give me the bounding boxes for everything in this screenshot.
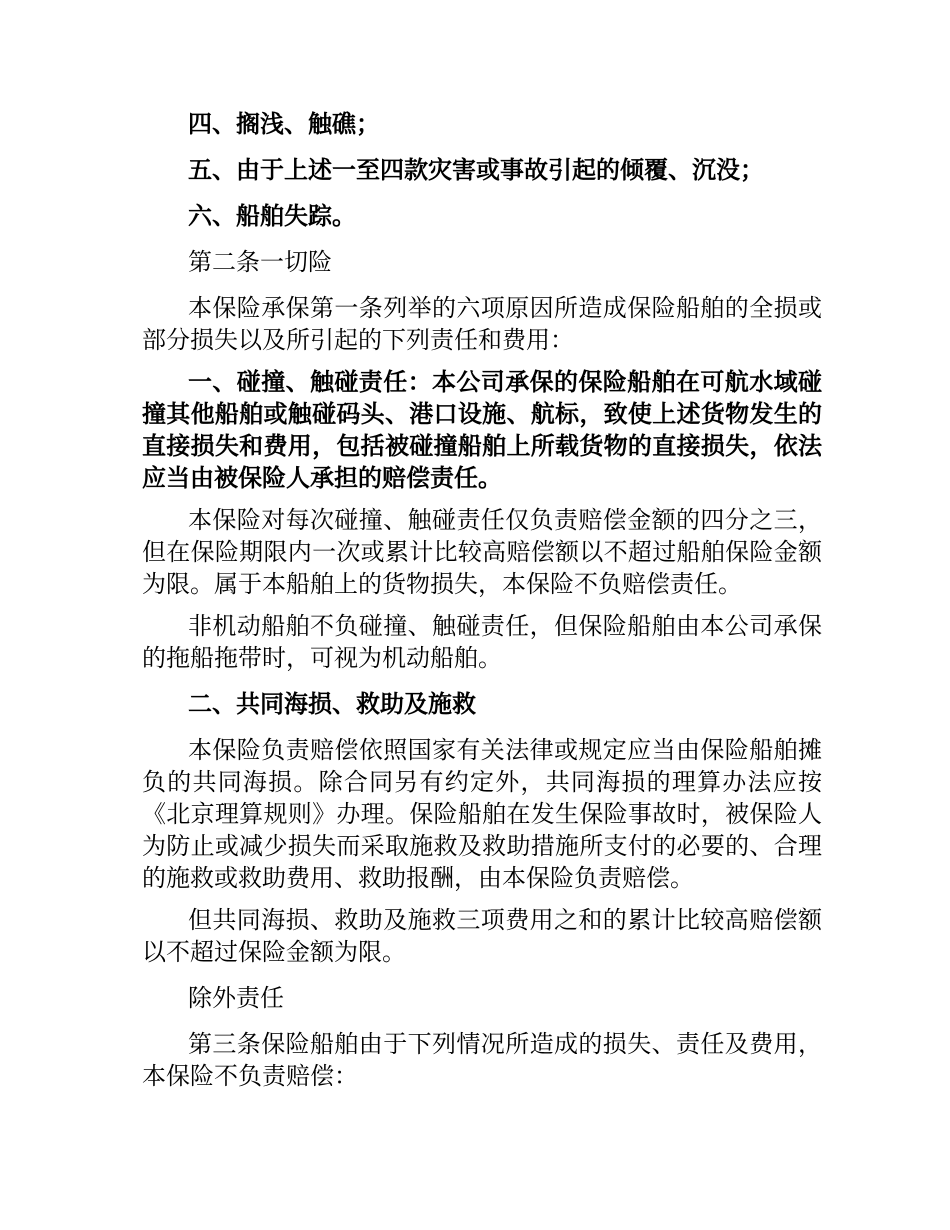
clause-item-four: 四、搁浅、触礁； [188,109,380,138]
article-three-intro: 第三条保险船舶由于下列情况所造成的损失、责任及费用，本保险不负责赔偿： [142,1030,822,1090]
article-two-intro: 本保险承保第一条列举的六项原因所造成保险船舶的全损或部分损失以及所引起的下列责任和费用： [142,294,822,354]
clause-item-five: 五、由于上述一至四款灾害或事故引起的倾覆、沉没； [188,155,764,184]
non-motor-vessel-note: 非机动船舶不负碰撞、触碰责任，但保险船舶由本公司承保的拖船拖带时，可视为机动船舶。 [142,612,822,672]
general-average-heading: 二、共同海损、救助及施救 [188,689,476,718]
exclusions-heading: 除外责任 [188,984,284,1012]
general-average-body: 本保险负责赔偿依照国家有关法律或规定应当由保险船舶摊负的共同海损。除合同另有约定外，共同海损的理算办法应按《北京理算规则》办理。保险船舶在发生保险事故时，被保险人为防止或减少损失而采取施救及救助措施所支付的必要的、合理的施救或救助费用、救助报酬，由本保险负责赔偿。 [142,736,822,892]
article-two-heading: 第二条一切险 [188,248,332,276]
document-page [142,108,822,1092]
collision-liability-limit: 本保险对每次碰撞、触碰责任仅负责赔偿金额的四分之三，但在保险期限内一次或累计比较高赔偿额以不超过船舶保险金额为限。属于本船舶上的货物损失，本保险不负赔偿责任。 [142,506,822,598]
clause-item-six: 六、船舶失踪。 [188,201,356,230]
collision-liability-clause: 一、碰撞、触碰责任：本公司承保的保险船舶在可航水域碰撞其他船舶或触碰码头、港口设施、航标，致使上述货物发生的直接损失和费用，包括被碰撞船舶上所载货物的直接损失，依法应当由被保险人承担的赔偿责任。 [142,367,822,492]
general-average-limit: 但共同海损、救助及施救三项费用之和的累计比较高赔偿额以不超过保险金额为限。 [142,906,822,966]
